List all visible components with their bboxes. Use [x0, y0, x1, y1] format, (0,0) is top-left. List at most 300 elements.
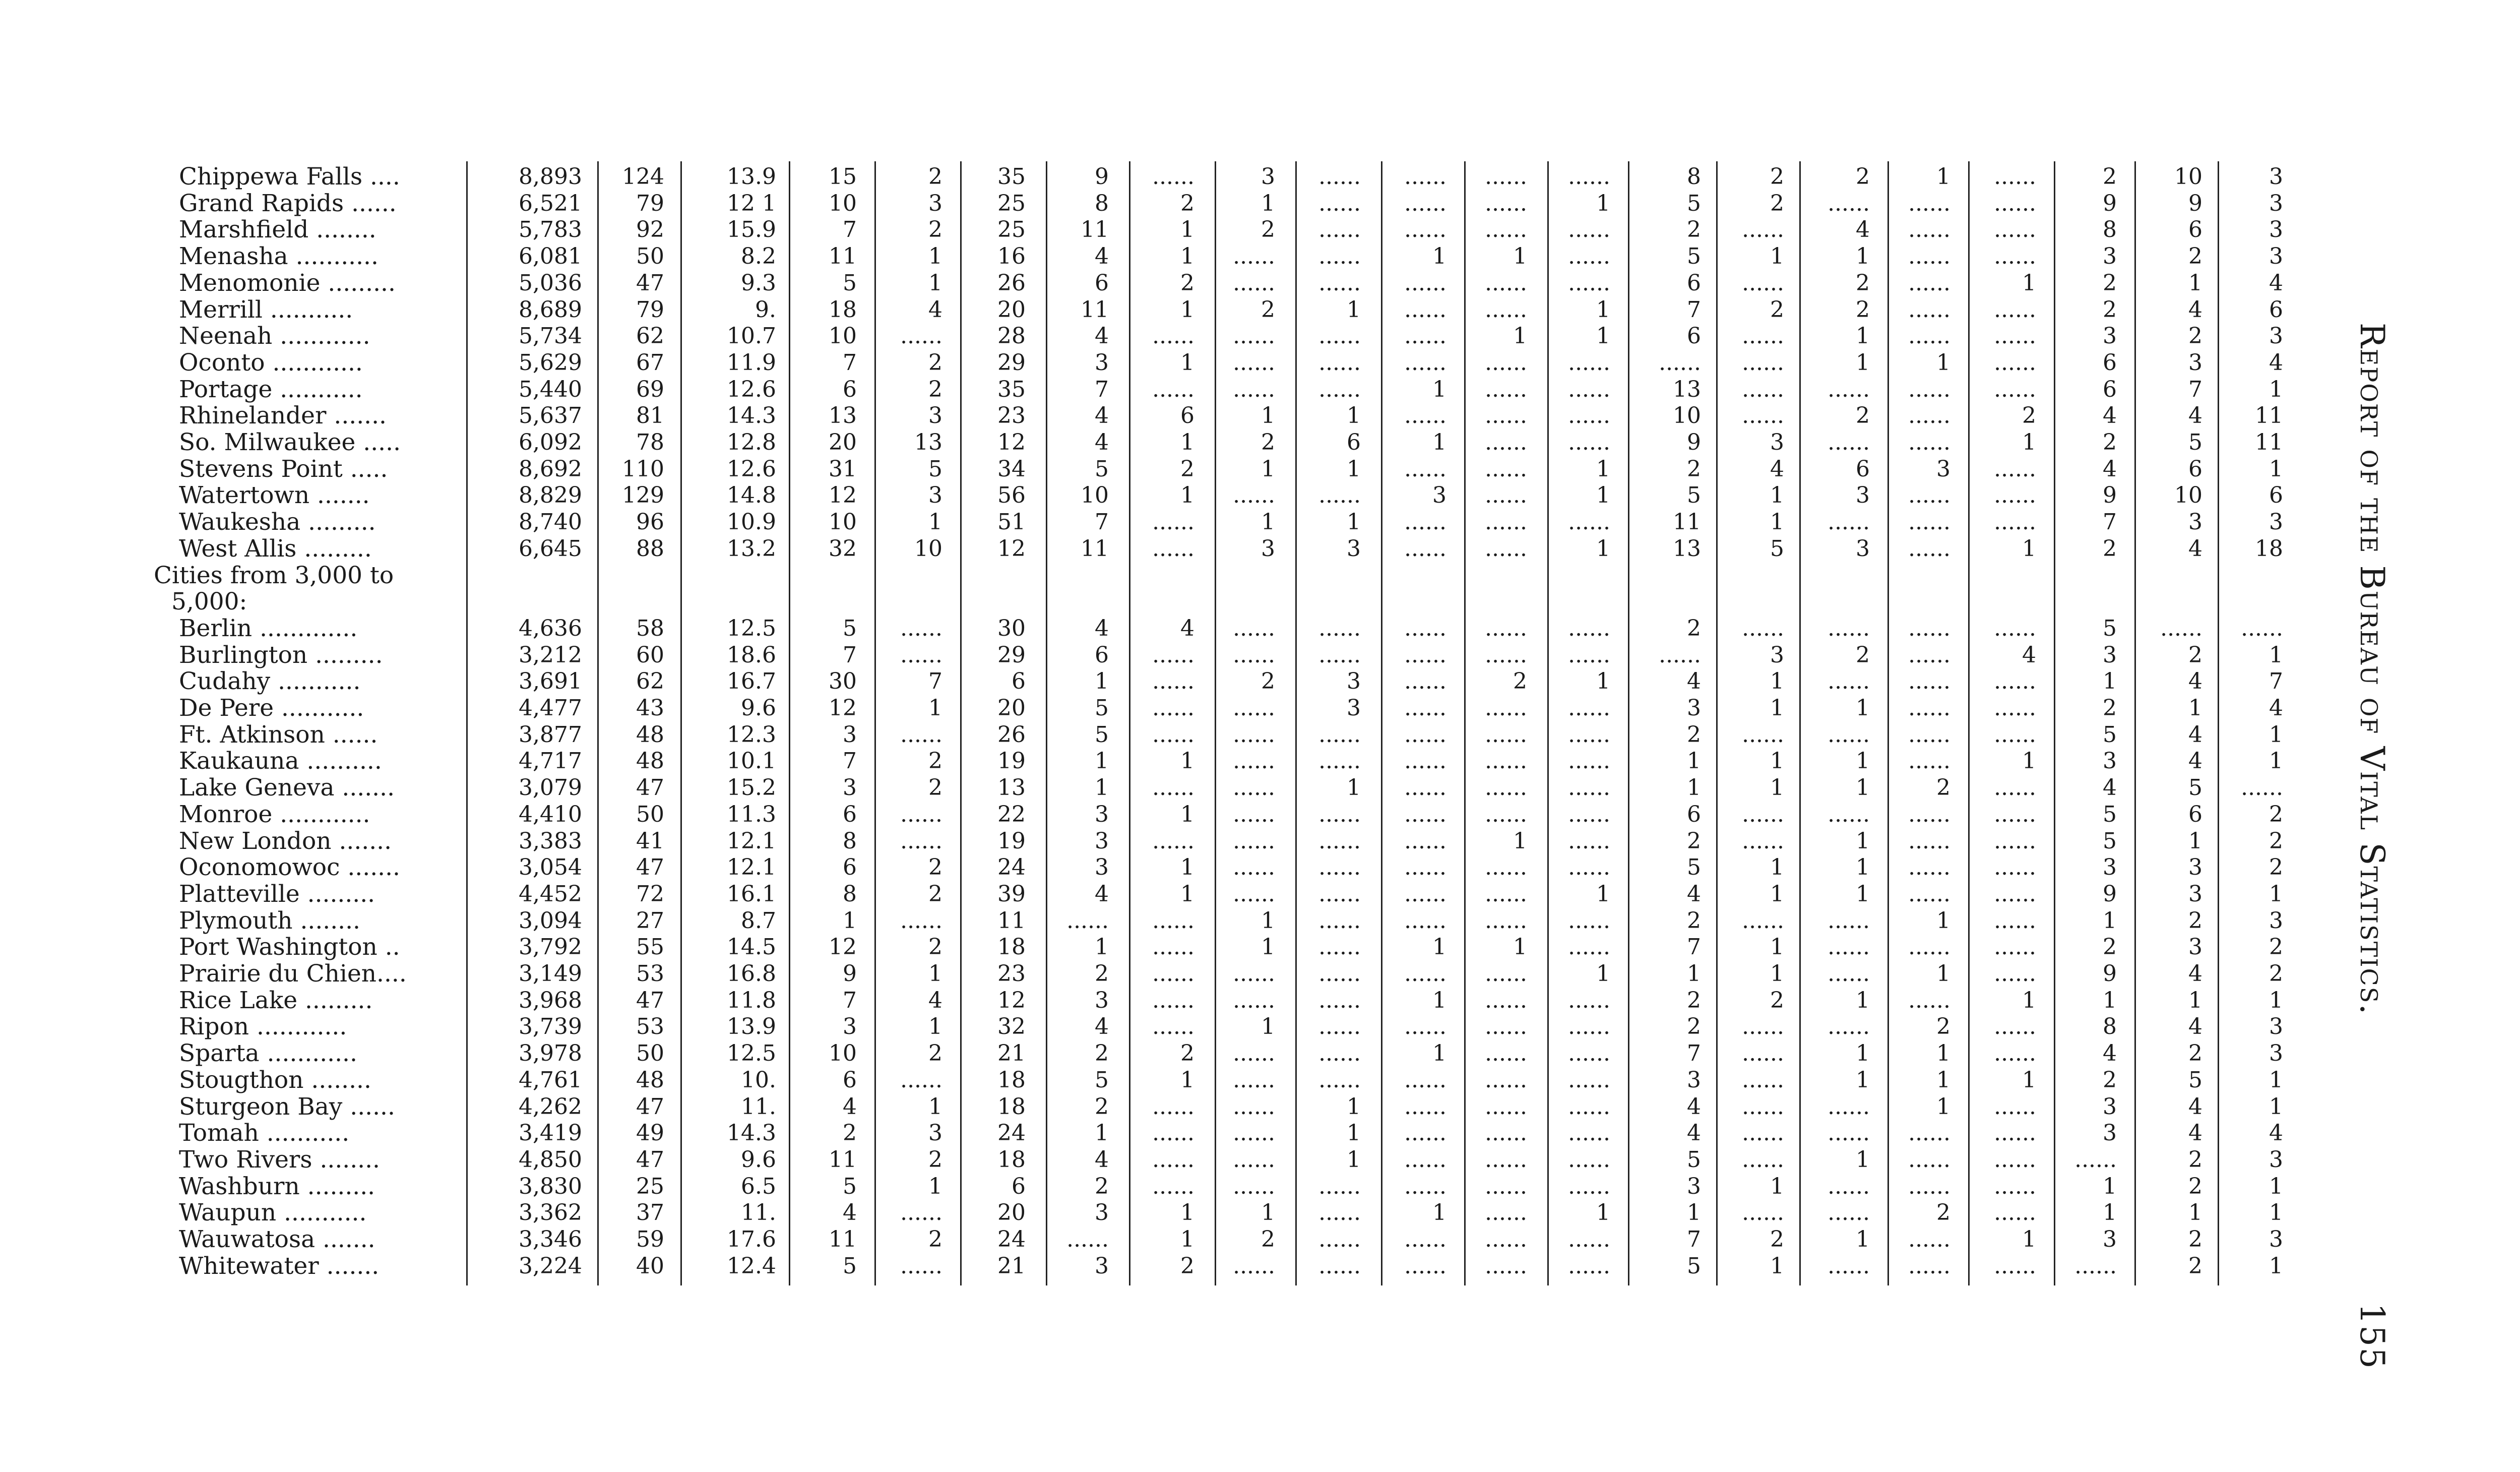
table-cell: ...... — [1994, 695, 2036, 721]
table-cell: 5 — [2188, 430, 2202, 455]
table-cell: ...... — [1404, 164, 1446, 190]
table-cell: 3 — [2103, 323, 2117, 349]
table-cell: ...... — [1404, 695, 1446, 721]
table-cell: ...... — [1485, 961, 1527, 987]
row-label: Chippewa Falls .... — [179, 163, 400, 191]
table-cell: 23 — [997, 961, 1026, 987]
table-cell: 4 — [1095, 615, 1109, 641]
table-cell: 3,346 — [519, 1226, 582, 1252]
table-cell: 1 — [1261, 456, 1275, 482]
table-cell: 1 — [1180, 430, 1194, 455]
row-label: Rice Lake ......... — [179, 986, 373, 1014]
table-cell: 16.1 — [727, 881, 776, 907]
table-cell: 29 — [997, 349, 1026, 376]
table-cell: 14.3 — [727, 403, 776, 429]
row-label: So. Milwaukee ..... — [179, 428, 401, 456]
table-cell: 2 — [1261, 1226, 1275, 1252]
table-cell: 5 — [1095, 721, 1109, 748]
table-cell: ...... — [1994, 775, 2036, 801]
table-cell: ...... — [1568, 1226, 1610, 1252]
table-cell: ...... — [1568, 801, 1610, 827]
table-cell: 50 — [636, 243, 664, 270]
table-cell: 12.1 — [727, 854, 776, 881]
table-cell: 19 — [997, 828, 1026, 854]
table-cell: 96 — [636, 509, 664, 535]
table-cell: 1 — [1513, 828, 1527, 854]
table-cell: ...... — [1994, 907, 2036, 934]
table-cell: 28 — [997, 323, 1026, 349]
table-cell: ...... — [1742, 1093, 1784, 1120]
table-cell: 31 — [829, 456, 857, 482]
table-cell: 5,637 — [519, 403, 582, 429]
table-cell: 1 — [1936, 1093, 1950, 1120]
table-cell: 11 — [829, 1146, 857, 1173]
table-cell: ...... — [1908, 217, 1950, 243]
table-cell: ...... — [1485, 1093, 1527, 1120]
table-cell: ...... — [1994, 243, 2036, 270]
table-cell: 12.5 — [727, 615, 776, 641]
table-cell: 2 — [2188, 1146, 2202, 1173]
table-cell: ...... — [1152, 1173, 1194, 1199]
table-cell: 47 — [636, 987, 664, 1013]
table-cell: 6 — [1856, 456, 1870, 482]
table-cell: 1 — [1347, 1120, 1361, 1146]
table-cell: 3 — [2269, 509, 2283, 535]
table-cell: 37 — [636, 1200, 664, 1226]
table-cell: ...... — [1908, 721, 1950, 748]
table-cell: 2 — [1261, 217, 1275, 243]
row-label: Two Rivers ........ — [179, 1145, 380, 1174]
table-cell: 4 — [2103, 1040, 2117, 1067]
table-cell: ...... — [1568, 164, 1610, 190]
table-cell: 88 — [636, 535, 664, 562]
table-cell: 2 — [2269, 828, 2283, 854]
table-cell: 48 — [636, 721, 664, 748]
table-cell: 1 — [1180, 217, 1194, 243]
table-cell: 7 — [1687, 934, 1701, 960]
table-cell: 1 — [2022, 1226, 2036, 1252]
table-cell: 3 — [2188, 881, 2202, 907]
table-cell: 110 — [622, 456, 664, 482]
table-cell: 7 — [1095, 509, 1109, 535]
table-cell: ...... — [900, 828, 942, 854]
table-cell: ...... — [1994, 1200, 2036, 1226]
table-cell: 4 — [1095, 243, 1109, 270]
table-cell: 4 — [2022, 642, 2036, 668]
table-cell: 3,968 — [519, 987, 582, 1013]
table-cell: 92 — [636, 217, 664, 243]
table-cell: 1 — [1180, 349, 1194, 376]
table-cell: 4 — [2188, 1014, 2202, 1040]
table-cell: 1 — [1936, 164, 1950, 190]
table-cell: 1 — [1687, 775, 1701, 801]
table-cell: ...... — [1568, 1093, 1610, 1120]
table-cell: ...... — [1828, 190, 1870, 216]
table-cell: 9 — [2103, 961, 2117, 987]
table-cell: ...... — [1485, 190, 1527, 216]
table-cell: ...... — [1485, 349, 1527, 376]
table-cell: 2 — [928, 217, 942, 243]
table-cell: 3 — [1432, 482, 1446, 509]
table-cell: 1 — [1936, 349, 1950, 376]
table-cell: 5 — [843, 270, 857, 296]
table-cell: ...... — [1404, 642, 1446, 668]
table-cell: ...... — [1994, 509, 2036, 535]
table-cell: 5 — [1687, 190, 1701, 216]
table-cell: 3,079 — [519, 775, 582, 801]
row-label: Oconomowoc ....... — [179, 853, 400, 882]
table-cell: ...... — [1318, 1226, 1361, 1252]
table-cell: ...... — [1485, 907, 1527, 934]
table-cell: ...... — [900, 721, 942, 748]
table-cell: ...... — [900, 615, 942, 641]
table-cell: 18 — [997, 934, 1026, 960]
table-cell: ...... — [1485, 615, 1527, 641]
table-cell: 6 — [843, 376, 857, 402]
table-cell: 10 — [2174, 482, 2202, 509]
table-cell: 69 — [636, 376, 664, 402]
table-cell: 1 — [1856, 349, 1870, 376]
table-cell: 1 — [1770, 775, 1784, 801]
table-cell: 2 — [928, 748, 942, 774]
table-cell: 3 — [2103, 1226, 2117, 1252]
table-cell: ...... — [1318, 482, 1361, 509]
table-cell: 34 — [997, 456, 1026, 482]
table-cell: 1 — [2269, 1253, 2283, 1279]
table-cell: ...... — [1233, 1146, 1275, 1173]
table-cell: 5 — [1095, 695, 1109, 721]
table-cell: ...... — [1908, 509, 1950, 535]
table-cell: 5 — [2103, 721, 2117, 748]
table-cell: ...... — [1318, 961, 1361, 987]
table-cell: 5 — [2103, 615, 2117, 641]
table-cell: ...... — [1152, 164, 1194, 190]
table-cell: ...... — [1742, 1014, 1784, 1040]
table-cell: 47 — [636, 1093, 664, 1120]
table-cell: ...... — [1908, 430, 1950, 455]
table-cell: ...... — [1318, 854, 1361, 881]
table-cell: 3 — [1687, 1067, 1701, 1093]
table-cell: 24 — [997, 854, 1026, 881]
table-cell: ...... — [1318, 349, 1361, 376]
table-cell: 6 — [2269, 296, 2283, 323]
table-cell: 1 — [928, 1014, 942, 1040]
table-cell: 1 — [1513, 323, 1527, 349]
table-cell: 8,692 — [519, 456, 582, 482]
table-cell: 5 — [1095, 456, 1109, 482]
table-cell: ...... — [1568, 934, 1610, 960]
table-cell: 2 — [1856, 164, 1870, 190]
table-cell: 1 — [2103, 1200, 2117, 1226]
table-cell: 1 — [1432, 1200, 1446, 1226]
table-cell: 11 — [1081, 296, 1109, 323]
table-cell: 2 — [928, 164, 942, 190]
table-cell: 62 — [636, 323, 664, 349]
table-cell: 5 — [1687, 482, 1701, 509]
table-cell: ...... — [900, 1067, 942, 1093]
row-label: Portage ........... — [179, 375, 363, 403]
table-cell: ...... — [900, 907, 942, 934]
table-cell: 2 — [2188, 243, 2202, 270]
table-cell: ...... — [1318, 1253, 1361, 1279]
table-cell: ...... — [1233, 323, 1275, 349]
table-cell: 10 — [829, 323, 857, 349]
table-cell: 124 — [622, 164, 664, 190]
table-cell: ...... — [1908, 615, 1950, 641]
table-cell: ...... — [1742, 907, 1784, 934]
table-cell: 1 — [2022, 748, 2036, 774]
table-cell: 24 — [997, 1120, 1026, 1146]
table-cell: 6,645 — [519, 535, 582, 562]
row-label: Cities from 3,000 to — [154, 561, 394, 589]
table-cell: 2 — [1261, 668, 1275, 695]
table-cell: ...... — [1318, 1173, 1361, 1199]
row-label: Menasha ........... — [179, 242, 379, 271]
table-cell: 13.9 — [727, 1014, 776, 1040]
table-cell: 2 — [1095, 1173, 1109, 1199]
table-cell: 11 — [1673, 509, 1701, 535]
table-cell: 1 — [2269, 1093, 2283, 1120]
table-cell: 79 — [636, 190, 664, 216]
table-cell: 2 — [928, 1040, 942, 1067]
row-label: Berlin ............. — [179, 614, 358, 642]
table-cell: ...... — [1485, 270, 1527, 296]
table-cell: 1 — [2269, 376, 2283, 402]
table-cell: ...... — [1318, 1040, 1361, 1067]
table-cell: 3 — [1936, 456, 1950, 482]
table-cell: 2 — [1687, 987, 1701, 1013]
table-cell: 1 — [1095, 934, 1109, 960]
table-cell: ...... — [1404, 907, 1446, 934]
table-cell: ...... — [1485, 482, 1527, 509]
table-cell: 35 — [997, 164, 1026, 190]
table-cell: 6 — [2188, 456, 2202, 482]
table-cell: ...... — [1233, 615, 1275, 641]
table-cell: 2 — [928, 1226, 942, 1252]
table-cell: 3 — [2269, 1226, 2283, 1252]
table-cell: 2 — [1095, 1093, 1109, 1120]
table-cell: 15 — [829, 164, 857, 190]
table-cell: 5 — [1095, 1067, 1109, 1093]
table-cell: 18 — [997, 1146, 1026, 1173]
table-cell: ...... — [1485, 695, 1527, 721]
table-cell: ...... — [1485, 801, 1527, 827]
table-cell: ...... — [1994, 1014, 2036, 1040]
table-cell: ...... — [2241, 775, 2283, 801]
table-cell: 2 — [2103, 164, 2117, 190]
table-cell: 1 — [1095, 1120, 1109, 1146]
row-label: Washburn ......... — [179, 1172, 375, 1200]
table-cell: 21 — [997, 1040, 1026, 1067]
table-cell: 4,262 — [519, 1093, 582, 1120]
table-cell: ...... — [1233, 1040, 1275, 1067]
table-cell: 2 — [2103, 1067, 2117, 1093]
table-cell: 24 — [997, 1226, 1026, 1252]
table-cell: ...... — [900, 642, 942, 668]
table-cell: ...... — [1404, 1014, 1446, 1040]
table-cell: ...... — [1742, 349, 1784, 376]
table-cell: 129 — [622, 482, 664, 509]
table-cell: 3 — [843, 1014, 857, 1040]
table-cell: 1 — [1856, 748, 1870, 774]
table-cell: 5,036 — [519, 270, 582, 296]
table-cell: 7 — [2269, 668, 2283, 695]
table-cell: 4 — [2188, 1120, 2202, 1146]
table-cell: ...... — [1828, 934, 1870, 960]
table-cell: ...... — [1742, 828, 1784, 854]
table-cell: ...... — [1485, 642, 1527, 668]
table-cell: 1 — [2269, 748, 2283, 774]
table-cell: 15.2 — [727, 775, 776, 801]
table-cell: 13 — [1673, 376, 1701, 402]
table-cell: 4 — [1095, 1014, 1109, 1040]
table-cell: 1 — [1261, 403, 1275, 429]
table-cell: 5,629 — [519, 349, 582, 376]
table-cell: ...... — [1994, 1253, 2036, 1279]
table-cell: 11 — [997, 907, 1026, 934]
table-cell: 1 — [1770, 668, 1784, 695]
table-cell: 5 — [2188, 1067, 2202, 1093]
table-cell: 3 — [1687, 695, 1701, 721]
table-cell: ...... — [1318, 615, 1361, 641]
table-cell: ...... — [1404, 190, 1446, 216]
table-cell: 2 — [843, 1120, 857, 1146]
table-cell: ...... — [1908, 296, 1950, 323]
row-label: Sparta ............ — [179, 1039, 357, 1068]
table-cell: ...... — [1404, 1120, 1446, 1146]
table-cell: ...... — [1568, 509, 1610, 535]
row-label: Ft. Atkinson ...... — [179, 720, 378, 749]
table-cell: 1 — [1513, 934, 1527, 960]
table-cell: ...... — [1485, 164, 1527, 190]
row-label: Cudahy ........... — [179, 667, 361, 696]
table-cell: ...... — [1404, 535, 1446, 562]
table-cell: ...... — [1233, 828, 1275, 854]
table-cell: ...... — [1318, 748, 1361, 774]
table-cell: 23 — [997, 403, 1026, 429]
table-cell: 4 — [1687, 1093, 1701, 1120]
table-cell: ...... — [1994, 323, 2036, 349]
table-cell: ...... — [1152, 509, 1194, 535]
column-rule — [466, 161, 468, 1285]
table-cell: 2 — [2103, 934, 2117, 960]
table-cell: ...... — [1152, 668, 1194, 695]
table-cell: ...... — [1568, 775, 1610, 801]
table-cell: 2 — [1856, 296, 1870, 323]
table-cell: ...... — [1568, 721, 1610, 748]
table-cell: 12 — [997, 535, 1026, 562]
table-cell: ...... — [1828, 1173, 1870, 1199]
table-cell: 2 — [1513, 668, 1527, 695]
table-cell: 13 — [1673, 535, 1701, 562]
table-cell: 1 — [1770, 748, 1784, 774]
row-label: Grand Rapids ...... — [179, 189, 397, 217]
table-cell: 5,734 — [519, 323, 582, 349]
table-cell: 6 — [1180, 403, 1194, 429]
table-cell: 4 — [1687, 1120, 1701, 1146]
table-cell: ...... — [1908, 323, 1950, 349]
table-cell: ...... — [1994, 961, 2036, 987]
table-cell: 3 — [2269, 217, 2283, 243]
table-cell: 40 — [636, 1253, 664, 1279]
table-cell: ...... — [1233, 270, 1275, 296]
table-cell: 4 — [2269, 349, 2283, 376]
table-cell: 1 — [2188, 1200, 2202, 1226]
table-cell: 8,689 — [519, 296, 582, 323]
table-cell: ...... — [1404, 509, 1446, 535]
table-cell: 1 — [1936, 961, 1950, 987]
table-cell: 2 — [1687, 828, 1701, 854]
table-cell: ...... — [1485, 854, 1527, 881]
table-cell: 2 — [1770, 1226, 1784, 1252]
table-cell: 4,410 — [519, 801, 582, 827]
table-cell: 1 — [1936, 1067, 1950, 1093]
table-cell: 2 — [2188, 1226, 2202, 1252]
table-cell: 2 — [1770, 296, 1784, 323]
table-cell: 1 — [928, 1093, 942, 1120]
table-cell: 2 — [1856, 642, 1870, 668]
table-cell: ...... — [1568, 615, 1610, 641]
table-cell: ...... — [1908, 270, 1950, 296]
table-cell: 2 — [928, 349, 942, 376]
table-cell: 4 — [2269, 695, 2283, 721]
table-cell: ...... — [1404, 748, 1446, 774]
table-cell: 4 — [2103, 775, 2117, 801]
table-cell: 10 — [1673, 403, 1701, 429]
table-cell: 2 — [2269, 854, 2283, 881]
table-cell: 47 — [636, 854, 664, 881]
table-cell: ...... — [1152, 775, 1194, 801]
table-cell: 2 — [1180, 456, 1194, 482]
table-cell: 6 — [1687, 323, 1701, 349]
table-cell: 1 — [1856, 775, 1870, 801]
table-cell: ...... — [1485, 1014, 1527, 1040]
table-cell: 13 — [829, 403, 857, 429]
table-cell: ...... — [1318, 217, 1361, 243]
table-cell: ...... — [1742, 217, 1784, 243]
table-cell: 3,978 — [519, 1040, 582, 1067]
table-cell: ...... — [1908, 403, 1950, 429]
row-label: Plymouth ........ — [179, 906, 360, 935]
table-cell: 1 — [928, 1173, 942, 1199]
table-cell: 1 — [928, 270, 942, 296]
table-cell: ...... — [1994, 349, 2036, 376]
table-cell: ...... — [1908, 1146, 1950, 1173]
table-cell: ...... — [1568, 1253, 1610, 1279]
row-label: Port Washington .. — [179, 933, 400, 961]
table-cell: 4 — [2103, 403, 2117, 429]
table-cell: 2 — [1095, 961, 1109, 987]
table-cell: 4 — [1095, 403, 1109, 429]
table-cell: 1 — [1347, 1093, 1361, 1120]
table-cell: 47 — [636, 270, 664, 296]
table-cell: ...... — [1318, 190, 1361, 216]
table-cell: 11 — [1081, 535, 1109, 562]
table-cell: ...... — [1828, 1253, 1870, 1279]
table-cell: 12.6 — [727, 376, 776, 402]
table-cell: 4 — [843, 1093, 857, 1120]
table-cell: 4 — [1770, 456, 1784, 482]
table-cell: 4 — [2269, 1120, 2283, 1146]
table-cell: ...... — [1742, 270, 1784, 296]
table-cell: 3 — [928, 190, 942, 216]
table-cell: 9 — [1095, 164, 1109, 190]
table-cell: 5 — [2188, 775, 2202, 801]
table-cell: 3 — [1770, 642, 1784, 668]
table-cell: ...... — [1568, 1040, 1610, 1067]
table-cell: 20 — [997, 695, 1026, 721]
table-cell: ...... — [1404, 854, 1446, 881]
